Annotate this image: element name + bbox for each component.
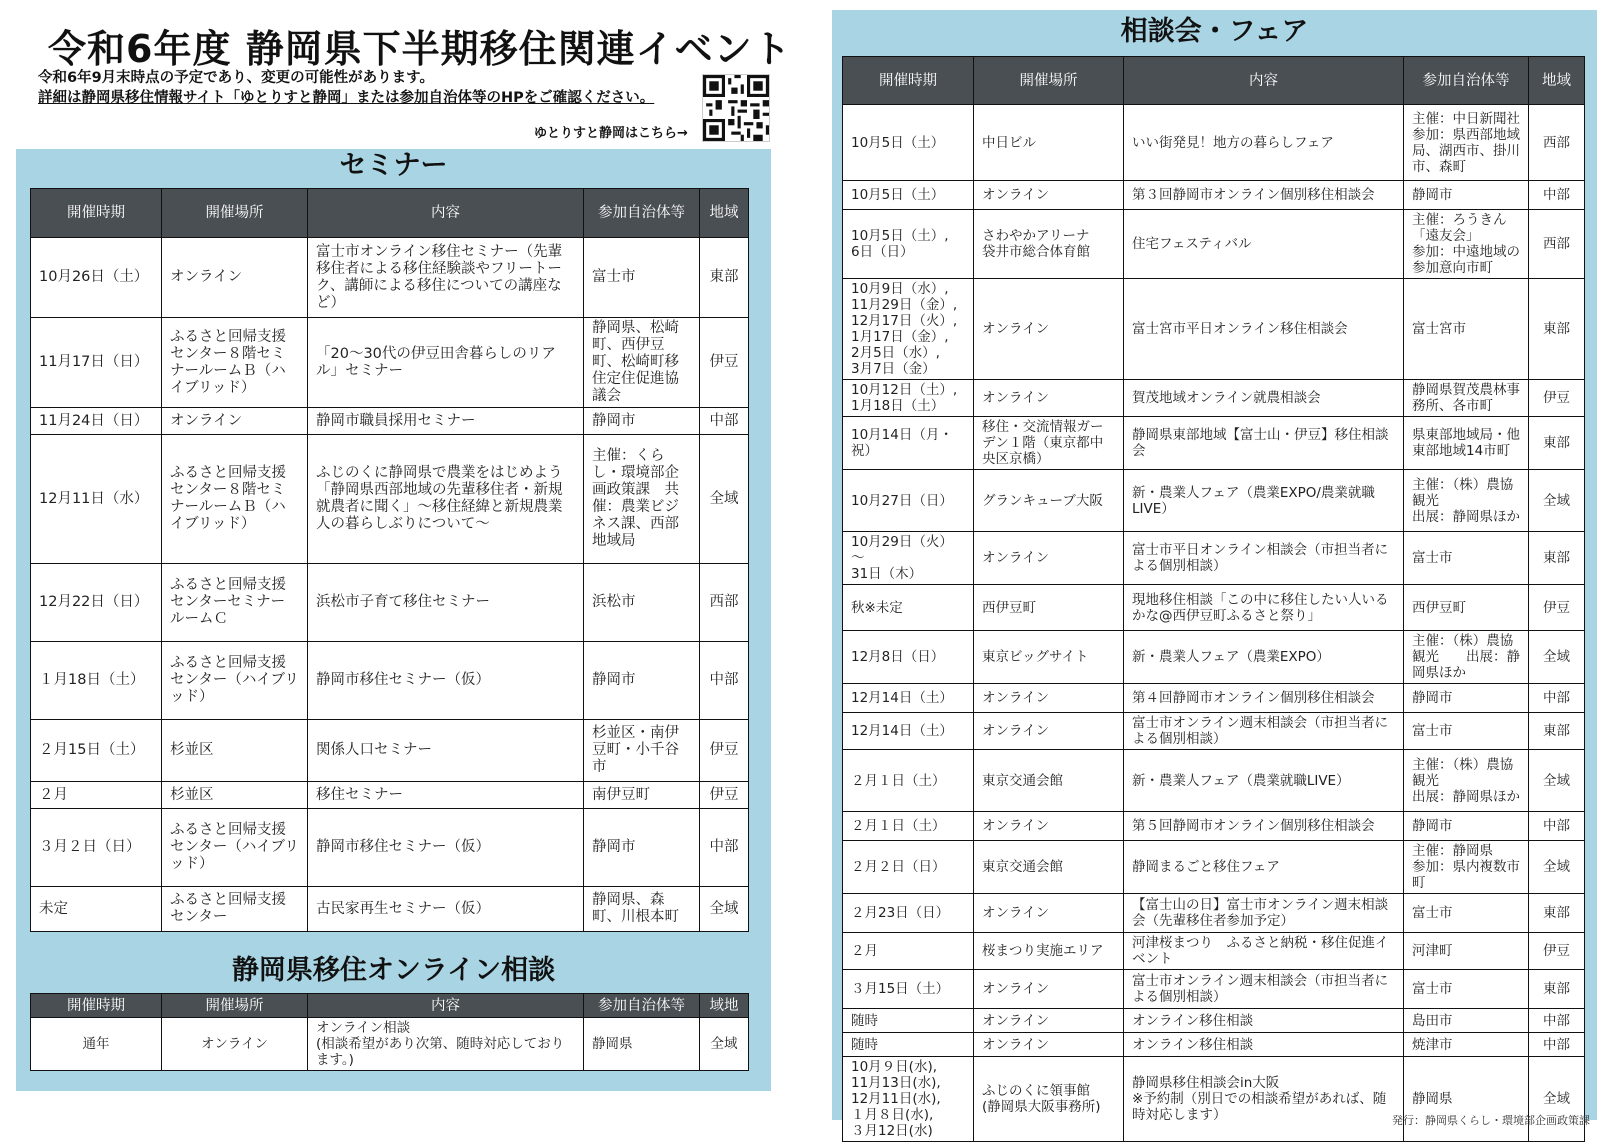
table-cell: 10月26日（土）: [31, 238, 162, 318]
table-cell: 主催：（株）農協観光 出展：静岡県ほか: [1404, 631, 1529, 684]
table-cell: 10月5日（土）: [843, 105, 974, 181]
table-cell: オンライン: [974, 970, 1124, 1009]
table-cell: 河津桜まつり ふるさと納税・移住促進イベント: [1124, 933, 1404, 970]
table-cell: 中部: [1529, 1033, 1585, 1057]
table-cell: 県東部地域局・他東部地域14市町: [1404, 417, 1529, 470]
table-cell: 10月5日（土）: [843, 181, 974, 210]
table-cell: 10月９日(水), 11月13日(水), 12月11日(水), １月８日(水), ３月12日(水): [843, 1057, 974, 1142]
table-cell: 中部: [1529, 684, 1585, 713]
table-row: [31, 238, 749, 318]
table-cell: ３月15日（土）: [843, 970, 974, 1009]
column-header: 地域: [700, 189, 749, 238]
table-cell: 12月22日（日）: [31, 564, 162, 642]
fair-title: 相談会・フェア: [1120, 16, 1309, 47]
table-cell: 主催：ろうきん「遠友会」 参加：中遠地域の参加意向市町: [1404, 210, 1529, 279]
table-cell: オンライン移住相談: [1124, 1033, 1404, 1057]
table-cell: 静岡市: [584, 408, 700, 435]
table-cell: オンライン移住相談: [1124, 1009, 1404, 1033]
column-header: 参加自治体等: [584, 189, 700, 238]
seminar-panel: [16, 149, 771, 1091]
table-row: [843, 470, 1585, 532]
column-header: 開催場所: [162, 189, 308, 238]
table-cell: 全域: [1529, 750, 1585, 812]
table-cell: 賀茂地域オンライン就農相談会: [1124, 380, 1404, 417]
table-cell: 10月9日（水）, 11月29日（金）, 12月17日（火）, 1月17日（金）, 2月5日（水）, 3月7日（金）: [843, 279, 974, 380]
table-cell: 静岡市: [1404, 684, 1529, 713]
table-cell: 10月12日（土）, 1月18日（土）: [843, 380, 974, 417]
table-cell: ふじのくに領事館 (静岡県大阪事務所): [974, 1057, 1124, 1142]
table-cell: いい街発見！地方の暮らしフェア: [1124, 105, 1404, 181]
table-cell: 主催：（株）農協観光 出展：静岡県ほか: [1404, 470, 1529, 532]
table-cell: さわやかアリーナ 袋井市総合体育館: [974, 210, 1124, 279]
table-cell: 12月14日（土）: [843, 684, 974, 713]
table-cell: 第４回静岡市オンライン個別移住相談会: [1124, 684, 1404, 713]
table-cell: 伊豆: [700, 782, 749, 809]
qr-code-icon[interactable]: [702, 74, 770, 142]
table-cell: 富士宮市: [1404, 279, 1529, 380]
table-cell: 静岡県東部地域【富士山・伊豆】移住相談会: [1124, 417, 1404, 470]
table-row: [31, 782, 749, 809]
table-cell: 第３回静岡市オンライン個別移住相談会: [1124, 181, 1404, 210]
table-cell: ふるさと回帰支援センター（ハイブリッド）: [162, 642, 308, 720]
table-cell: 中部: [700, 408, 749, 435]
table-cell: 桜まつり実施エリア: [974, 933, 1124, 970]
table-cell: 伊豆: [1529, 933, 1585, 970]
table-cell: 静岡市移住セミナー（仮）: [308, 642, 584, 720]
table-cell: 全域: [700, 1018, 749, 1071]
table-cell: 富士市オンライン週末相談会（市担当者による個別相談）: [1124, 713, 1404, 750]
table-row: [31, 1018, 749, 1071]
table-cell: 関係人口セミナー: [308, 720, 584, 782]
table-cell: グランキューブ大阪: [974, 470, 1124, 532]
table-cell: オンライン: [162, 408, 308, 435]
table-cell: 「20～30代の伊豆田舎暮らしのリアル」セミナー: [308, 318, 584, 408]
table-cell: ２月１日（土）: [843, 750, 974, 812]
table-cell: 西部: [700, 564, 749, 642]
table-cell: 静岡県賀茂農林事務所、各市町: [1404, 380, 1529, 417]
table-cell: 静岡市職員採用セミナー: [308, 408, 584, 435]
table-cell: 西部: [1529, 210, 1585, 279]
table-cell: 主催：静岡県 参加：県内複数市町: [1404, 841, 1529, 894]
table-row: [31, 720, 749, 782]
table-cell: ふるさと回帰支援センター（ハイブリッド）: [162, 809, 308, 887]
table-row: [31, 809, 749, 887]
table-cell: 主催：くらし・環境部企画政策課 共催：農業ビジネス課、西部地域局: [584, 435, 700, 564]
table-cell: 富士市: [1404, 970, 1529, 1009]
table-row: [843, 631, 1585, 684]
table-cell: 静岡市: [584, 642, 700, 720]
table-cell: 富士市: [584, 238, 700, 318]
column-header: 地域: [1529, 57, 1585, 105]
table-cell: 第５回静岡市オンライン個別移住相談会: [1124, 812, 1404, 841]
table-cell: オンライン: [974, 279, 1124, 380]
column-header: 内容: [308, 994, 584, 1018]
table-cell: １月18日（土）: [31, 642, 162, 720]
table-cell: オンライン: [974, 1033, 1124, 1057]
table-cell: 伊豆: [1529, 585, 1585, 631]
table-cell: 東部: [1529, 894, 1585, 933]
table-cell: 静岡県: [1404, 1057, 1529, 1142]
table-cell: 島田市: [1404, 1009, 1529, 1033]
table-cell: 東京ビッグサイト: [974, 631, 1124, 684]
table-cell: 古民家再生セミナー（仮）: [308, 887, 584, 932]
table-cell: 中部: [1529, 812, 1585, 841]
table-cell: 伊豆: [1529, 380, 1585, 417]
column-header: 開催場所: [162, 994, 308, 1018]
table-cell: ３月２日（日）: [31, 809, 162, 887]
table-cell: 河津町: [1404, 933, 1529, 970]
fair-table: [842, 56, 1585, 1142]
table-cell: 12月8日（日）: [843, 631, 974, 684]
table-row: [31, 564, 749, 642]
table-cell: 随時: [843, 1033, 974, 1057]
table-cell: 富士市オンライン移住セミナー（先輩移住者による移住経験談やフリートーク、講師による移住についての講座など）: [308, 238, 584, 318]
table-row: [843, 417, 1585, 470]
table-row: [843, 750, 1585, 812]
table-cell: 住宅フェスティバル: [1124, 210, 1404, 279]
table-cell: 静岡市: [1404, 181, 1529, 210]
table-row: [31, 887, 749, 932]
table-cell: 11月24日（日）: [31, 408, 162, 435]
table-cell: 静岡市移住セミナー（仮）: [308, 809, 584, 887]
table-cell: オンライン: [974, 1009, 1124, 1033]
table-cell: 杉並区: [162, 782, 308, 809]
table-cell: ふるさと回帰支援センター８階セミナールームＢ（ハイブリッド）: [162, 435, 308, 564]
table-cell: 主催：（株）農協観光 出展：静岡県ほか: [1404, 750, 1529, 812]
table-cell: 10月27日（日）: [843, 470, 974, 532]
table-cell: 新・農業人フェア（農業EXPO）: [1124, 631, 1404, 684]
table-row: [843, 841, 1585, 894]
table-cell: 10月14日（月・祝）: [843, 417, 974, 470]
table-cell: ２月23日（日）: [843, 894, 974, 933]
table-row: [843, 532, 1585, 585]
table-cell: 現地移住相談「この中に移住したい人いるかな@西伊豆町ふるさと祭り」: [1124, 585, 1404, 631]
table-cell: 西部: [1529, 105, 1585, 181]
table-cell: 杉並区: [162, 720, 308, 782]
table-cell: ふるさと回帰支援センター８階セミナールームＢ（ハイブリッド）: [162, 318, 308, 408]
table-cell: 杉並区・南伊豆町・小千谷市: [584, 720, 700, 782]
table-cell: 12月11日（水）: [31, 435, 162, 564]
table-cell: 東部: [1529, 970, 1585, 1009]
table-cell: 全域: [1529, 470, 1585, 532]
table-cell: オンライン: [974, 380, 1124, 417]
column-header: 参加自治体等: [1404, 57, 1529, 105]
page-title: 令和6年度 静岡県下半期移住関連イベント: [48, 27, 792, 71]
table-cell: 移住・交流情報ガーデン１階（東京都中央区京橋）: [974, 417, 1124, 470]
table-row: [31, 435, 749, 564]
column-header: 開催時期: [31, 994, 162, 1018]
table-cell: オンライン: [974, 532, 1124, 585]
table-row: [843, 279, 1585, 380]
table-cell: ２月: [843, 933, 974, 970]
online-title: 静岡県移住オンライン相談: [231, 955, 556, 986]
table-cell: 伊豆: [700, 720, 749, 782]
qr-caption: ゆとりすと静岡はこちら→: [534, 126, 688, 141]
table-row: [843, 713, 1585, 750]
table-row: [843, 210, 1585, 279]
table-cell: 【富士山の日】富士市オンライン週末相談会（先輩移住者参加予定）: [1124, 894, 1404, 933]
table-row: [843, 380, 1585, 417]
table-row: [843, 933, 1585, 970]
table-cell: 浜松市子育て移住セミナー: [308, 564, 584, 642]
table-row: [843, 684, 1585, 713]
table-row: [843, 181, 1585, 210]
table-cell: ふじのくに静岡県で農業をはじめよう「静岡県西部地域の先輩移住者・新規就農者に聞く」～移住経緯と新規農業人の暮らしぶりについて～: [308, 435, 584, 564]
table-cell: 11月17日（日）: [31, 318, 162, 408]
table-row: [843, 585, 1585, 631]
notice: [38, 68, 654, 108]
table-cell: 主催：中日新聞社 参加：県西部地域局、湖西市、掛川市、森町: [1404, 105, 1529, 181]
column-header: 開催場所: [974, 57, 1124, 105]
column-header: 開催時期: [31, 189, 162, 238]
table-row: [843, 1057, 1585, 1142]
table-cell: 静岡市: [584, 809, 700, 887]
table-cell: オンライン相談 (相談希望があり次第、随時対応しております。): [308, 1018, 584, 1071]
table-cell: 中部: [1529, 181, 1585, 210]
table-cell: 富士市平日オンライン相談会（市担当者による個別相談）: [1124, 532, 1404, 585]
table-cell: 随時: [843, 1009, 974, 1033]
table-row: [31, 408, 749, 435]
table-row: [843, 105, 1585, 181]
table-row: [843, 1009, 1585, 1033]
table-cell: ２月: [31, 782, 162, 809]
table-cell: オンライン: [974, 894, 1124, 933]
table-cell: 中部: [1529, 1009, 1585, 1033]
table-cell: 中部: [700, 809, 749, 887]
seminar-table: [30, 188, 749, 932]
table-cell: 全域: [700, 887, 749, 932]
online-table: [30, 993, 749, 1071]
table-cell: オンライン: [974, 713, 1124, 750]
table-row: [31, 642, 749, 720]
table-cell: 全域: [1529, 631, 1585, 684]
table-cell: ふるさと回帰支援センターセミナールームＣ: [162, 564, 308, 642]
table-cell: 西伊豆町: [1404, 585, 1529, 631]
table-cell: オンライン: [162, 1018, 308, 1071]
table-row: [843, 970, 1585, 1009]
table-cell: 12月14日（土）: [843, 713, 974, 750]
table-cell: 東部: [700, 238, 749, 318]
table-cell: 10月5日（土）, 6日（日）: [843, 210, 974, 279]
table-cell: 10月29日（火）～ 31日（木）: [843, 532, 974, 585]
table-cell: 移住セミナー: [308, 782, 584, 809]
table-cell: 富士市: [1404, 713, 1529, 750]
table-cell: 中日ビル: [974, 105, 1124, 181]
table-cell: ２月２日（日）: [843, 841, 974, 894]
table-cell: 東部: [1529, 532, 1585, 585]
table-cell: 静岡まるごと移住フェア: [1124, 841, 1404, 894]
table-cell: 新・農業人フェア（農業就職LIVE）: [1124, 750, 1404, 812]
column-header: 参加自治体等: [584, 994, 700, 1018]
table-cell: 新・農業人フェア（農業EXPO/農業就職LIVE）: [1124, 470, 1404, 532]
table-cell: 東部: [1529, 279, 1585, 380]
notice-line-1: 令和6年9月末時点の予定であり、変更の可能性があります。: [38, 70, 435, 86]
table-cell: 静岡県移住相談会in大阪 ※予約制（別日での相談希望があれば、随時対応します）: [1124, 1057, 1404, 1142]
table-row: [843, 894, 1585, 933]
column-header: 内容: [308, 189, 584, 238]
publisher-footer: 発行：静岡県くらし・環境部企画政策課: [1392, 1114, 1590, 1127]
table-cell: 静岡県、松崎町、西伊豆町、松崎町移住定住促進協議会: [584, 318, 700, 408]
table-cell: 中部: [700, 642, 749, 720]
table-cell: 全域: [1529, 841, 1585, 894]
table-cell: 富士市: [1404, 894, 1529, 933]
table-cell: 静岡県: [584, 1018, 700, 1071]
table-row: [31, 318, 749, 408]
table-cell: オンライン: [974, 684, 1124, 713]
notice-line-2: 詳細は静岡県移住情報サイト「ゆとりすと静岡」または参加自治体等のHPをご確認ください。: [38, 90, 655, 106]
table-cell: 富士宮市平日オンライン移住相談会: [1124, 279, 1404, 380]
table-cell: 東京交通会館: [974, 750, 1124, 812]
table-cell: 浜松市: [584, 564, 700, 642]
seminar-title: セミナー: [339, 150, 448, 181]
table-cell: 東部: [1529, 417, 1585, 470]
table-cell: オンライン: [974, 181, 1124, 210]
table-cell: ふるさと回帰支援センター: [162, 887, 308, 932]
table-cell: 全域: [700, 435, 749, 564]
table-cell: 南伊豆町: [584, 782, 700, 809]
table-row: [843, 1033, 1585, 1057]
table-cell: 静岡県、森町、川根本町: [584, 887, 700, 932]
column-header: 内容: [1124, 57, 1404, 105]
table-cell: 未定: [31, 887, 162, 932]
table-cell: 東京交通会館: [974, 841, 1124, 894]
column-header: 域地: [700, 994, 749, 1018]
table-cell: 焼津市: [1404, 1033, 1529, 1057]
table-cell: 富士市: [1404, 532, 1529, 585]
table-cell: 伊豆: [700, 318, 749, 408]
table-cell: 西伊豆町: [974, 585, 1124, 631]
table-cell: 通年: [31, 1018, 162, 1071]
table-cell: 東部: [1529, 713, 1585, 750]
table-cell: ２月１日（土）: [843, 812, 974, 841]
table-cell: 富士市オンライン週末相談会（市担当者による個別相談）: [1124, 970, 1404, 1009]
table-row: [843, 812, 1585, 841]
table-cell: 静岡市: [1404, 812, 1529, 841]
table-cell: オンライン: [162, 238, 308, 318]
table-cell: 全域: [1529, 1057, 1585, 1142]
column-header: 開催時期: [843, 57, 974, 105]
table-cell: 秋※未定: [843, 585, 974, 631]
table-cell: ２月15日（土）: [31, 720, 162, 782]
table-cell: オンライン: [974, 812, 1124, 841]
